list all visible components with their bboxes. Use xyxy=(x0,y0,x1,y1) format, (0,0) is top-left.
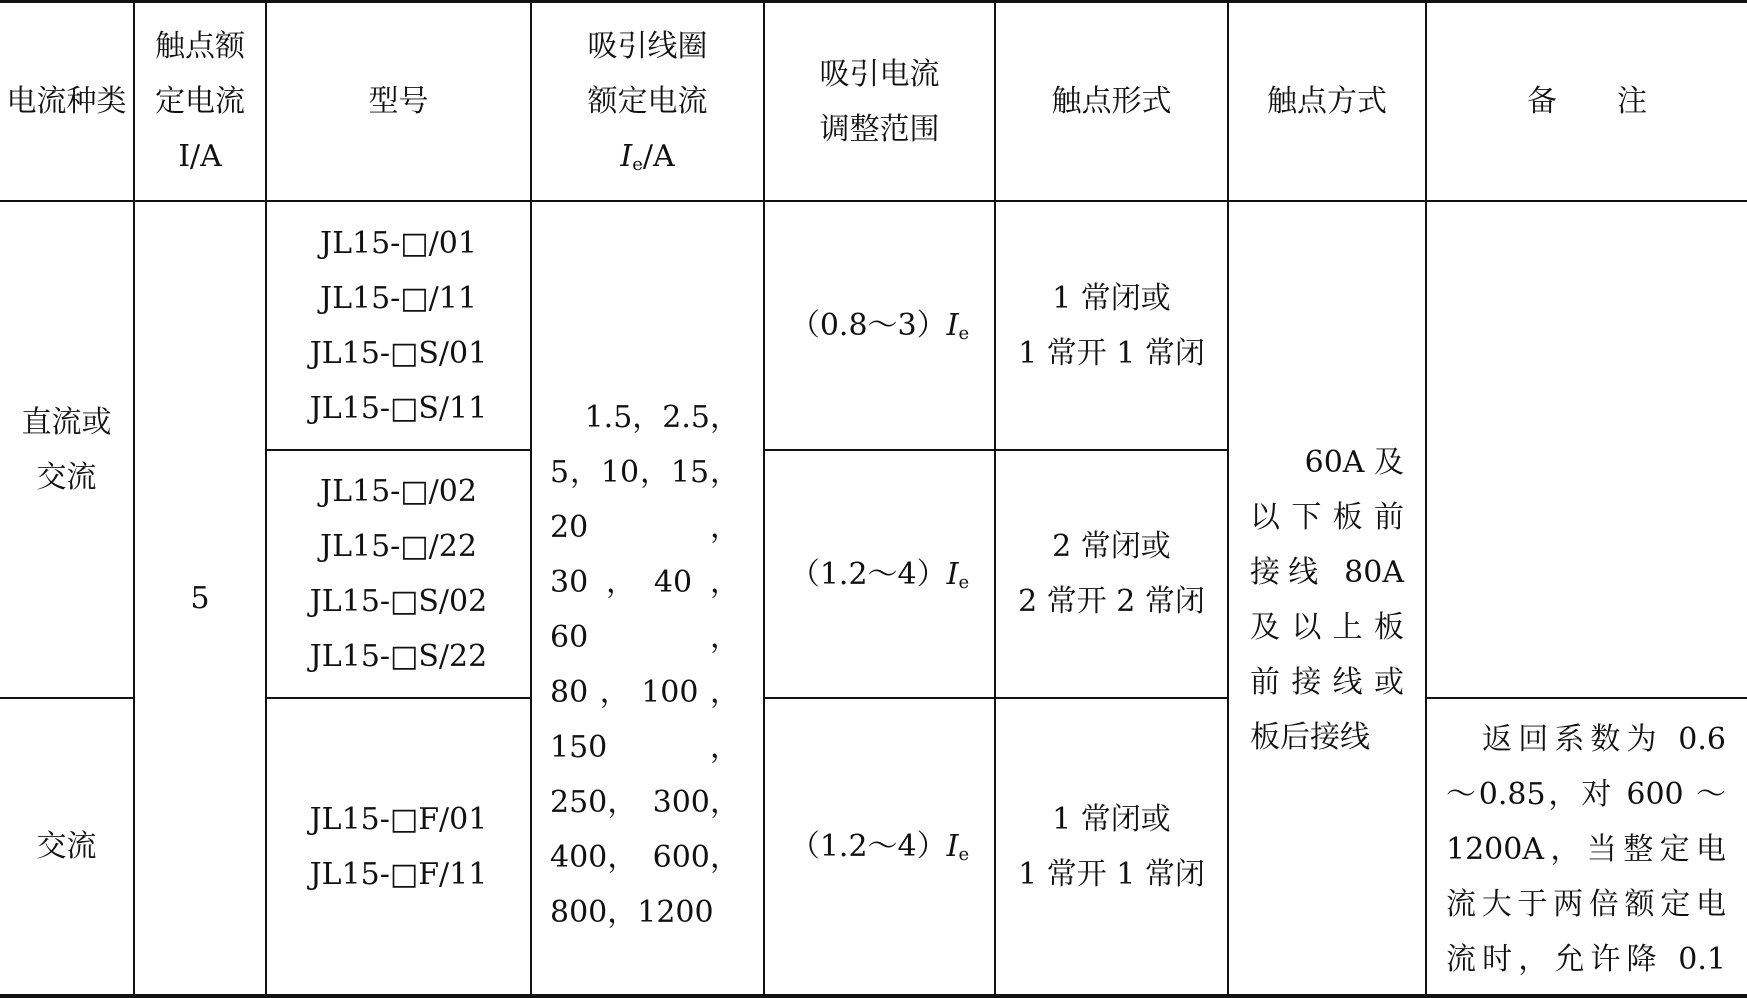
contact-form-line: 2 常闭或 xyxy=(1052,529,1171,564)
remarks-line: 1200A，当整定电 xyxy=(1446,832,1726,867)
pickup-range-3 xyxy=(765,699,994,994)
header-pickup-range xyxy=(765,3,994,200)
header-contact-mode xyxy=(1229,3,1425,200)
header-coil-rated xyxy=(532,3,763,200)
contact-form-line: 2 常开 2 常闭 xyxy=(1018,584,1205,619)
model-item: JL15-□/01 xyxy=(320,225,477,261)
model-group-1 xyxy=(267,202,530,449)
model-item: JL15-□/22 xyxy=(320,529,477,564)
coil-values xyxy=(550,390,740,930)
row-rule-remarks xyxy=(1426,697,1747,699)
model-item: JL15-□F/01 xyxy=(309,801,488,837)
coil-value-line: 30，40，60， xyxy=(550,565,740,655)
contact-form-line: 1 常开 1 常闭 xyxy=(1018,335,1205,371)
pickup-range-1 xyxy=(765,202,994,449)
header-coil-rated-line: 额定电流 xyxy=(587,84,708,119)
pickup-range-2 xyxy=(765,451,994,697)
current-type-ac-text: 交流 xyxy=(36,829,97,864)
header-contact-rated xyxy=(135,3,265,200)
current-type-ac xyxy=(0,699,133,994)
header-contact-rated-line: 触点额 xyxy=(155,29,245,64)
contact-form-line: 1 常闭或 xyxy=(1052,280,1171,316)
header-pickup-range-line: 吸引电流 xyxy=(819,56,940,92)
header-coil-rated-unit xyxy=(588,129,708,184)
pickup-range-symbol: I xyxy=(946,829,959,864)
coil-value-line: 5，10，15，20， xyxy=(550,455,740,545)
remarks-line: ～0.85，对 600 ～ xyxy=(1446,777,1726,812)
header-contact-form xyxy=(996,3,1227,200)
contact-rated-value-text: 5 xyxy=(190,580,210,616)
header-contact-rated-line: 定电流 xyxy=(155,84,245,119)
header-model-text: 型号 xyxy=(368,84,429,119)
pickup-range-text xyxy=(790,819,969,874)
coil-value-line: 80，100，150， xyxy=(550,675,740,765)
model-item: JL15-□/11 xyxy=(320,280,477,316)
coil-unit-symbol: I xyxy=(620,139,633,174)
contact-mode-line: 及以上板 xyxy=(1250,610,1404,645)
model-group-2 xyxy=(267,451,530,697)
coil-unit-rest: /A xyxy=(642,139,675,174)
current-type-dc-ac xyxy=(0,202,133,697)
current-type-line: 交流 xyxy=(36,459,97,495)
contact-mode-line: 60A 及 xyxy=(1304,445,1404,480)
contact-mode-line: 前接线或 xyxy=(1250,665,1404,700)
header-pickup-range-line: 调整范围 xyxy=(819,111,940,147)
pickup-range-value: （1.2～4） xyxy=(789,556,947,592)
pickup-range-symbol: I xyxy=(946,308,959,343)
header-contact-form-text: 触点形式 xyxy=(1051,84,1172,119)
remarks-ac xyxy=(1446,712,1726,992)
pickup-range-sub: e xyxy=(958,844,970,865)
contact-rated-value xyxy=(135,202,265,994)
pickup-range-symbol: I xyxy=(946,556,959,592)
model-item: JL15-□S/02 xyxy=(309,584,488,619)
table-bottom-rule xyxy=(0,994,1747,998)
remarks-line: 流大于两倍额定电 xyxy=(1446,887,1726,922)
header-remarks xyxy=(1427,3,1747,200)
contact-form-3 xyxy=(996,699,1227,994)
current-type-line: 直流或 xyxy=(21,404,112,440)
contact-mode-line: 接线 80A xyxy=(1250,555,1404,590)
coil-value-line: 1.5，2.5， xyxy=(584,400,740,435)
coil-value-line: 800，1200 xyxy=(550,895,714,930)
model-item: JL15-□/02 xyxy=(320,474,477,509)
model-group-3 xyxy=(267,699,530,994)
pickup-range-value: （1.2～4） xyxy=(789,829,947,864)
pickup-range-text xyxy=(790,547,969,602)
contact-form-line: 1 常开 1 常闭 xyxy=(1018,856,1205,892)
pickup-range-sub: e xyxy=(958,323,970,344)
contact-mode xyxy=(1250,435,1404,770)
contact-mode-line: 板后接线 xyxy=(1250,720,1370,755)
coil-unit-sub: e xyxy=(632,154,643,175)
coil-value-line: 400， 600， xyxy=(550,840,740,875)
model-item: JL15-□S/01 xyxy=(309,335,488,371)
header-current-type xyxy=(0,3,133,200)
model-item: JL15-□S/22 xyxy=(309,639,488,674)
coil-value-line: 250， 300， xyxy=(550,785,740,820)
pickup-range-text xyxy=(790,298,969,353)
remarks-line: 返回系数为 0.6 xyxy=(1446,722,1726,757)
contact-form-1 xyxy=(996,202,1227,449)
contact-form-2 xyxy=(996,451,1227,697)
header-current-type-text: 电流种类 xyxy=(6,84,127,119)
header-model xyxy=(267,3,530,200)
header-coil-rated-line: 吸引线圈 xyxy=(587,29,708,64)
pickup-range-value: （0.8～3） xyxy=(789,308,947,343)
contact-mode-line: 以下板前 xyxy=(1250,500,1404,535)
model-item: JL15-□S/11 xyxy=(309,390,488,426)
remarks-line: 流时，允许降 0.1 xyxy=(1446,942,1726,977)
header-contact-mode-text: 触点方式 xyxy=(1267,84,1387,119)
pickup-range-sub: e xyxy=(958,571,970,593)
contact-form-line: 1 常闭或 xyxy=(1052,801,1171,837)
header-remarks-text: 备 注 xyxy=(1527,84,1647,119)
model-item: JL15-□F/11 xyxy=(309,856,488,892)
header-contact-rated-unit: I/A xyxy=(178,139,222,174)
